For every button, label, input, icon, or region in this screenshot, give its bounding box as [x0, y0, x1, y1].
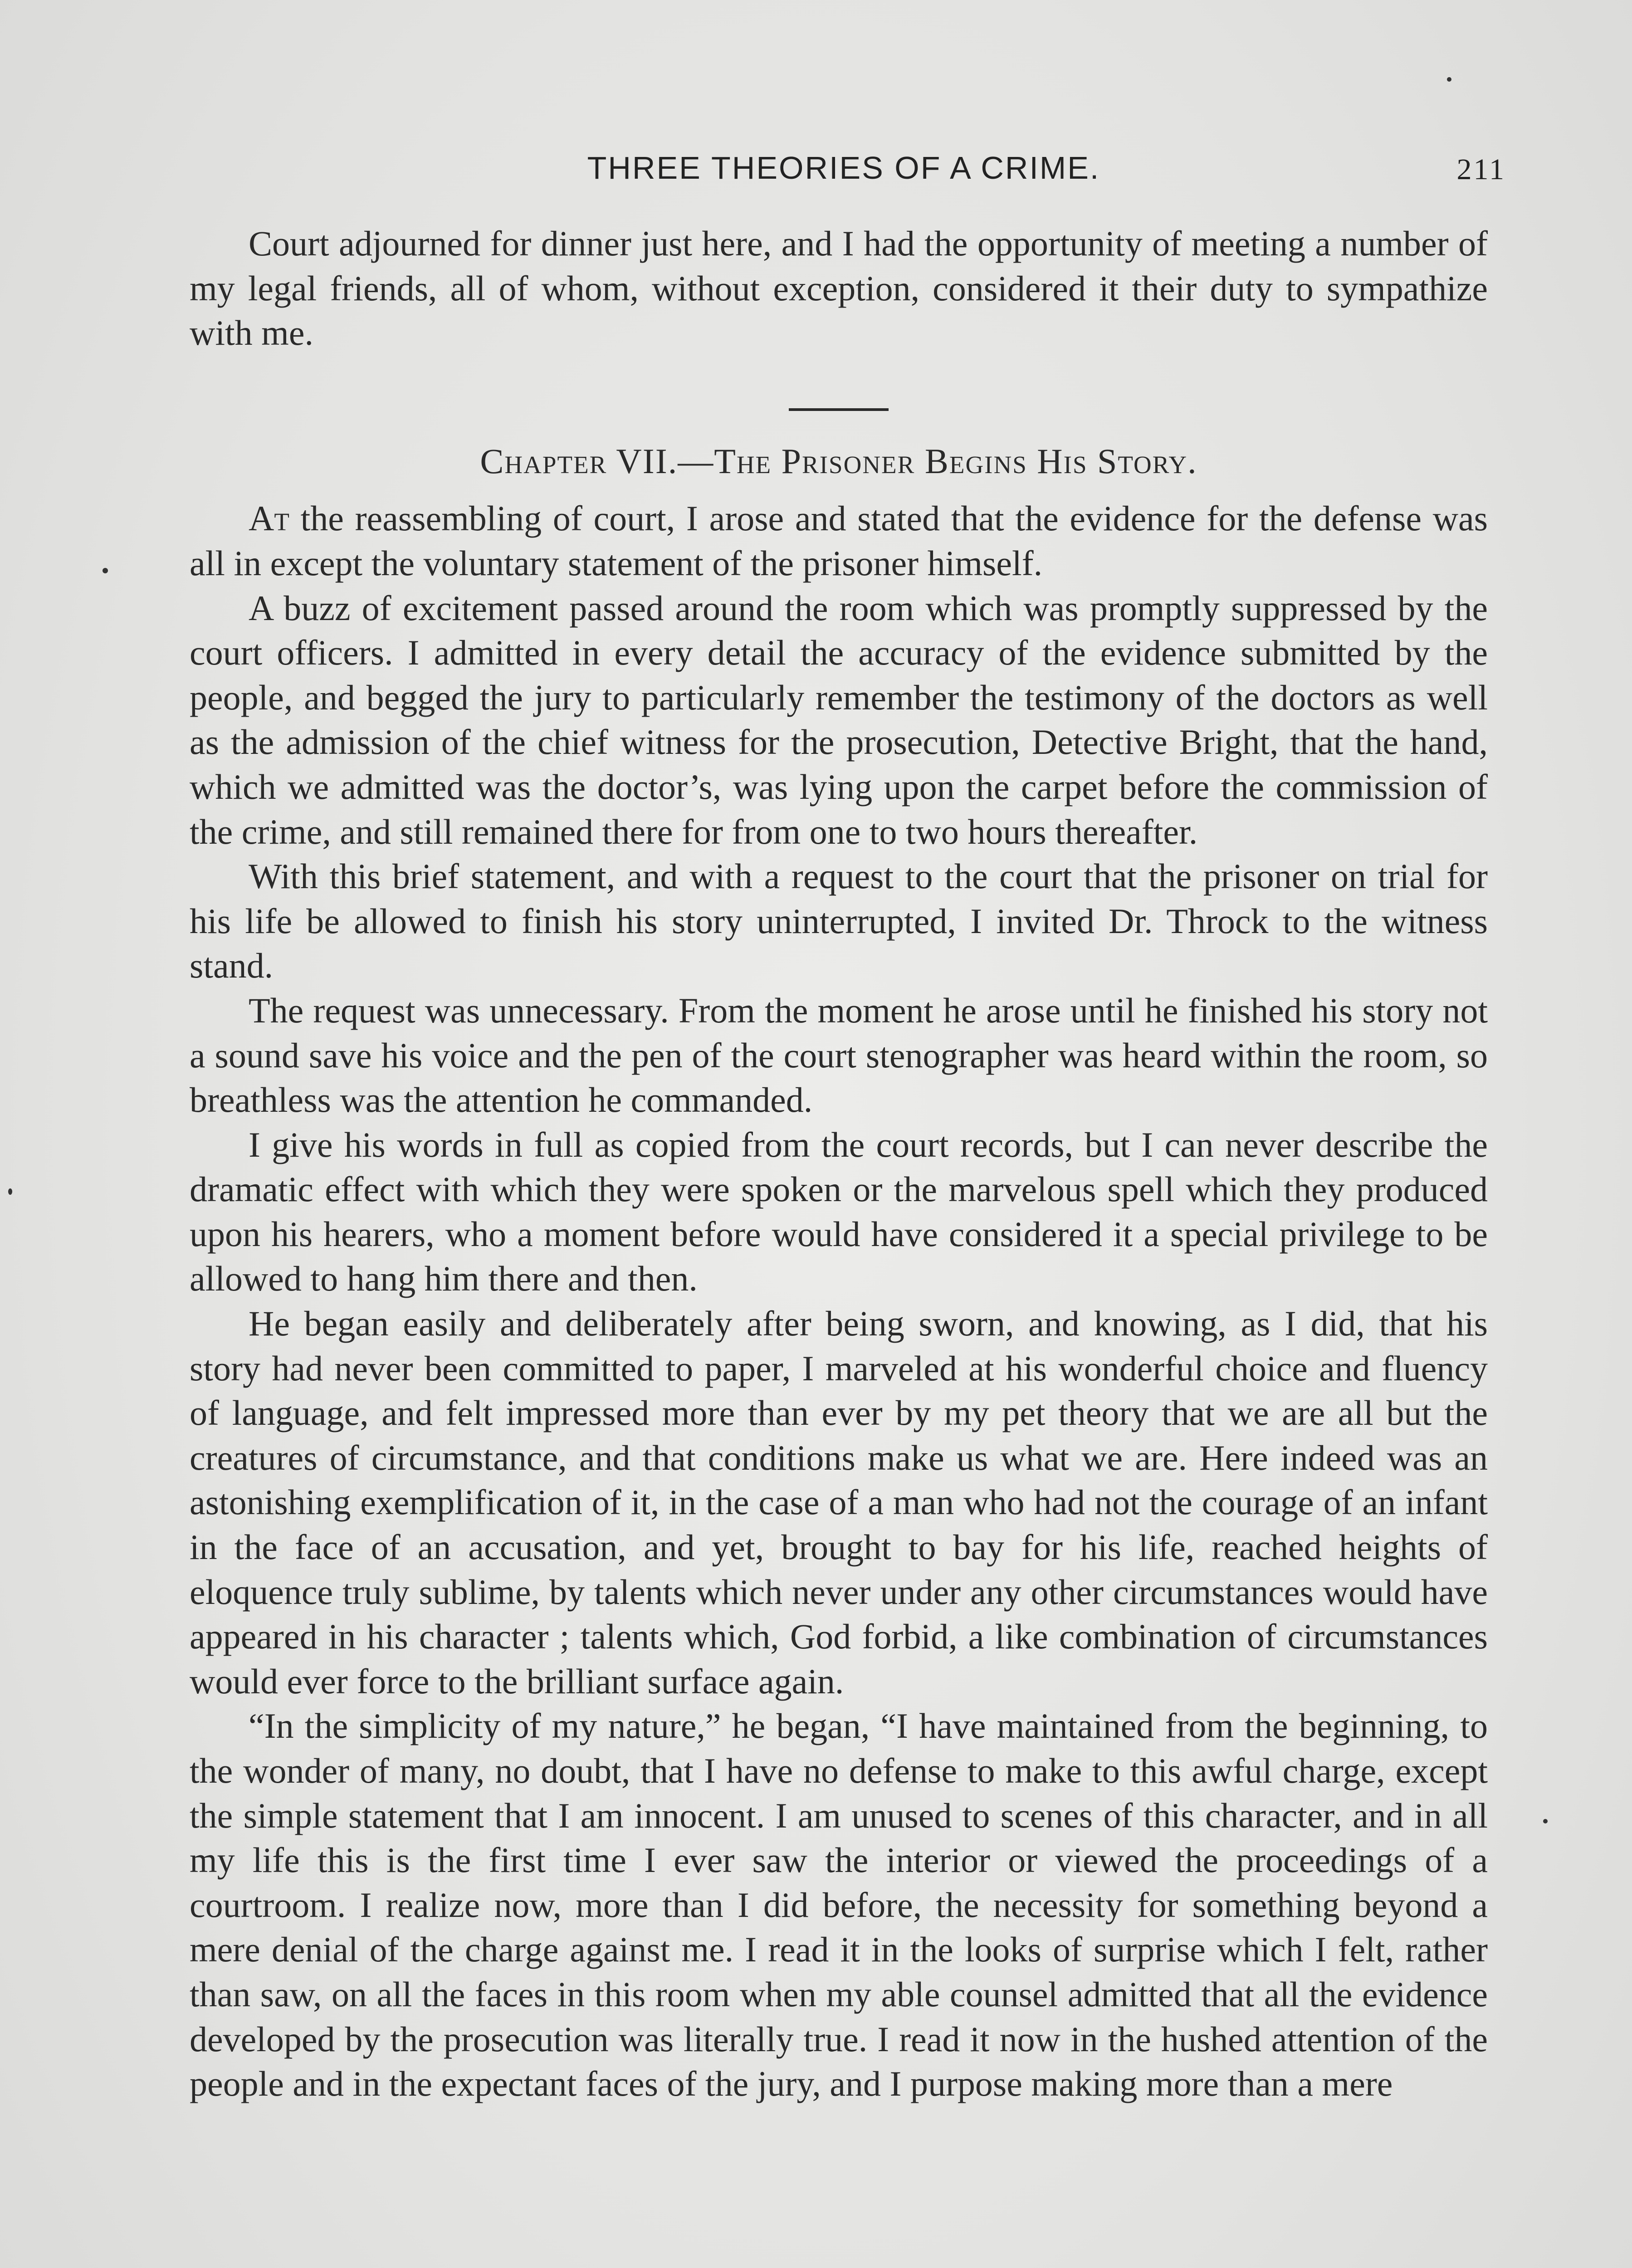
- print-speck: [1543, 1819, 1548, 1823]
- paragraph: I give his words in full as copied from the court records, but I can never describe the dramatic effect with which they were spoken or the marvelous spell which they produced upon his hearers, who a moment before would have considered it a special privilege to be allowed to hang him there and then.: [190, 1124, 1488, 1299]
- page-body: [190, 221, 1488, 2107]
- paragraph: The request was unnecessary. From the moment he arose until he finished his story not a sound save his voice and the pen of the court stenographer was heard within the room, so breathless was the attention he commanded.: [190, 990, 1488, 1120]
- page-header: [191, 150, 1506, 200]
- paragraph: With this brief statement, and with a request to the court that the prisoner on trial for his life be allowed to finish his story uninterrupted, I invited Dr. Throck to the witness stand.: [190, 856, 1488, 986]
- paragraph: “In the simplicity of my nature,” he began, “I have maintained from the beginning, to the wonder of many, no doubt, that I have no defense to make to this awful charge, except the simple statement that I am innocent. I am unused to scenes of this character, and in all my life this is the first time I ever saw the interior or viewed the proceedings of a courtroom. I realize now, more than I did before, the necessity for something beyond a mere denial of the charge against me. I read it in the looks of surprise which I felt, rather than saw, on all the faces in this room when my able counsel admitted that all the evidence developed by the prosecution was literally true. I read it now in the hushed attention of the people and in the expectant faces of the jury, and I purpose making more than a mere: [190, 1706, 1488, 2104]
- paragraph-text: the reassembling of court, I arose and stated that the evidence for the defense was all in except the voluntary statement of the prisoner himself.: [190, 499, 1488, 583]
- running-title: THREE THEORIES OF A CRIME.: [587, 150, 1100, 186]
- print-speck: [103, 568, 108, 573]
- paragraph: He began easily and deliberately after being sworn, and knowing, as I did, that his story had never been committed to paper, I marveled at his wonderful choice and fluency of language, and felt impressed more than ever by my pet theory that we are all but the creatures of circumstance, and that conditions make us what we are. Here indeed was an astonishing exemplification of it, in the case of a man who had not the courage of an infant in the face of an accusation, and yet, brought to bay for his life, reached heights of eloquence truly sublime, by talents which never under any other circumstances would have appeared in his character ; talents which, God forbid, a like combination of circumstances would ever force to the brilliant surface again.: [190, 1304, 1488, 1701]
- paragraph: [190, 496, 1488, 586]
- section-divider: [789, 408, 889, 411]
- print-speck: [8, 1188, 12, 1195]
- chapter-heading-text: Chapter VII.—The Prisoner Begins His Story.: [480, 441, 1197, 481]
- page-number: 211: [1456, 153, 1506, 186]
- paragraph: Court adjourned for dinner just here, and I had the opportunity of meeting a number of my legal friends, all of whom, without exception, considered it their duty to sympathize with me.: [190, 224, 1488, 353]
- print-speck: [1447, 77, 1451, 82]
- chapter-heading: [190, 439, 1488, 484]
- paragraph: A buzz of excitement passed around the room which was promptly suppressed by the court officers. I admitted in every detail the accuracy of the evidence submitted by the people, and begged the jury to particularly remember the testimony of the doctors as well as the admission of the chief witness for the prosecution, Detective Bright, that the hand, which we admitted was the doctor’s, was lying upon the carpet before the commission of the crime, and still remained there for from one to two hours thereafter.: [190, 588, 1488, 851]
- paragraph-lead-word: At: [249, 499, 289, 538]
